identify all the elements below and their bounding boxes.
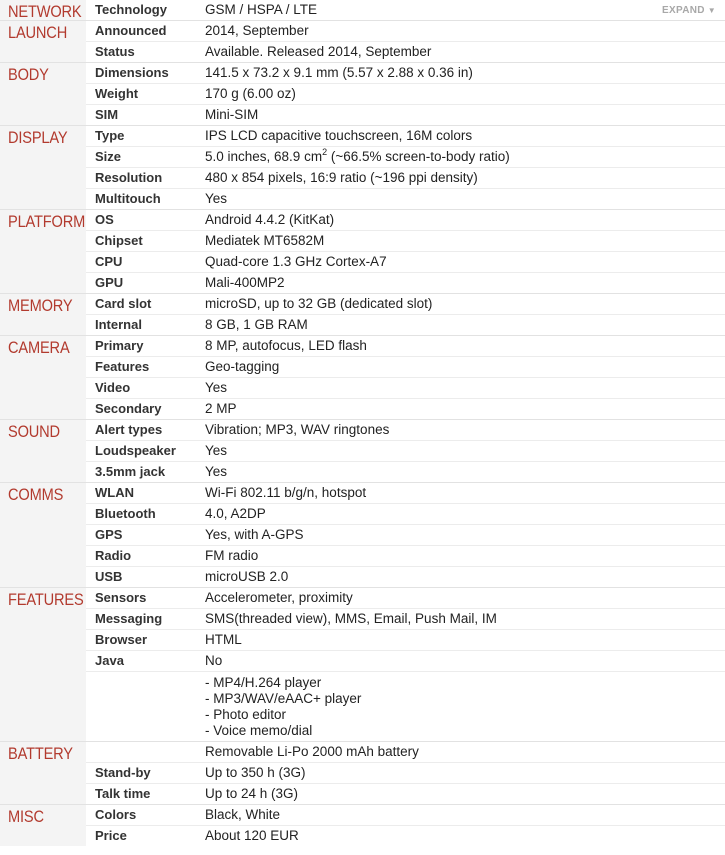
spec-value-line: - MP4/H.264 player	[205, 675, 322, 690]
spec-row-primary	[86, 336, 725, 356]
spec-row-video	[86, 377, 725, 398]
spec-label: GPS	[95, 527, 123, 542]
spec-row-messaging	[86, 608, 725, 629]
spec-label: Status	[95, 44, 135, 59]
spec-value: Mediatek MT6582M	[205, 233, 325, 248]
chevron-down-icon: ▼	[707, 6, 716, 15]
spec-row-bluetooth	[86, 503, 725, 524]
spec-label: Price	[95, 828, 127, 843]
spec-value: FM radio	[205, 548, 259, 563]
spec-label: Colors	[95, 807, 137, 822]
section-title	[0, 588, 86, 741]
spec-label: Dimensions	[95, 65, 169, 80]
expand-label: EXPAND	[662, 5, 705, 16]
spec-label: Announced	[95, 23, 167, 38]
section-title	[0, 63, 86, 125]
spec-value: 8 MP, autofocus, LED flash	[205, 338, 367, 353]
spec-label: OS	[95, 212, 114, 227]
spec-value: No	[205, 653, 223, 668]
spec-row-usb	[86, 566, 725, 587]
spec-value: Black, White	[205, 807, 281, 822]
spec-label: Weight	[95, 86, 139, 101]
spec-row-stand-by	[86, 762, 725, 783]
section-title	[0, 294, 86, 335]
spec-row-3-5mm-jack	[86, 461, 725, 482]
spec-label: Radio	[95, 548, 132, 563]
spec-value-text: (~66.5% screen-to-body ratio)	[327, 149, 510, 164]
spec-section-features	[0, 587, 725, 741]
spec-value: Yes	[205, 464, 228, 479]
spec-label: Java	[95, 653, 124, 668]
spec-value	[205, 675, 725, 739]
spec-label: Secondary	[95, 401, 162, 416]
spec-row-price	[86, 825, 725, 846]
spec-value: Vibration; MP3, WAV ringtones	[205, 422, 390, 437]
section-title-text: MEMORY	[8, 296, 73, 315]
spec-value-superscript: 2	[322, 146, 328, 157]
spec-label: Size	[95, 149, 122, 164]
spec-value: microUSB 2.0	[205, 569, 289, 584]
spec-row-java	[86, 650, 725, 671]
spec-value: HTML	[205, 632, 242, 647]
spec-label: Bluetooth	[95, 506, 156, 521]
spec-label: Card slot	[95, 296, 152, 311]
spec-section-platform	[0, 209, 725, 293]
spec-value: Yes	[205, 380, 228, 395]
spec-value: Yes	[205, 443, 228, 458]
section-title	[0, 805, 86, 846]
spec-label: USB	[95, 569, 123, 584]
spec-label: Browser	[95, 632, 148, 647]
spec-label: Multitouch	[95, 191, 161, 206]
spec-row-sim	[86, 104, 725, 125]
spec-value: 141.5 x 73.2 x 9.1 mm (5.57 x 2.88 x 0.36 in)	[205, 65, 473, 80]
spec-label: Video	[95, 380, 131, 395]
spec-row-secondary	[86, 398, 725, 419]
spec-row-loudspeaker	[86, 440, 725, 461]
spec-value: Removable Li-Po 2000 mAh battery	[205, 744, 419, 759]
spec-value: Android 4.4.2 (KitKat)	[205, 212, 335, 227]
spec-label: Technology	[95, 2, 167, 17]
spec-row-status	[86, 41, 725, 62]
section-title-text: BODY	[8, 65, 49, 84]
spec-section-camera	[0, 335, 725, 419]
spec-section-launch	[0, 20, 725, 62]
spec-row-card-slot	[86, 294, 725, 314]
spec-label: Primary	[95, 338, 144, 353]
spec-value: Up to 350 h (3G)	[205, 765, 306, 780]
spec-section-sound	[0, 419, 725, 482]
section-title-text: CAMERA	[8, 338, 70, 357]
spec-row-weight	[86, 83, 725, 104]
spec-label: Resolution	[95, 170, 163, 185]
spec-row-radio	[86, 545, 725, 566]
section-title	[0, 21, 86, 62]
section-title-text: LAUNCH	[8, 23, 68, 42]
spec-row-browser	[86, 629, 725, 650]
spec-value: 2014, September	[205, 23, 309, 38]
spec-value: 4.0, A2DP	[205, 506, 266, 521]
spec-value: Available. Released 2014, September	[205, 44, 432, 59]
section-title-text: DISPLAY	[8, 128, 68, 147]
spec-value: Up to 24 h (3G)	[205, 786, 299, 801]
spec-label: Loudspeaker	[95, 443, 176, 458]
spec-value-line: - Photo editor	[205, 707, 287, 722]
spec-value: Wi-Fi 802.11 b/g/n, hotspot	[205, 485, 367, 500]
spec-section-comms	[0, 482, 725, 587]
spec-row-talk-time	[86, 783, 725, 804]
section-title	[0, 742, 86, 804]
spec-row-features-extra	[86, 671, 725, 741]
spec-label: Talk time	[95, 786, 151, 801]
spec-row-dimensions	[86, 63, 725, 83]
spec-label: Alert types	[95, 422, 163, 437]
spec-row-type	[86, 126, 725, 146]
spec-value: About 120 EUR	[205, 828, 299, 843]
spec-row-battery-extra	[86, 742, 725, 762]
spec-value: 8 GB, 1 GB RAM	[205, 317, 308, 332]
section-title-text: FEATURES	[8, 590, 84, 609]
section-title-text: BATTERY	[8, 744, 73, 763]
spec-value: IPS LCD capacitive touchscreen, 16M colors	[205, 128, 473, 143]
section-title	[0, 126, 86, 209]
spec-row-wlan	[86, 483, 725, 503]
spec-row-internal	[86, 314, 725, 335]
spec-label: Stand-by	[95, 765, 151, 780]
spec-value-line: - MP3/WAV/eAAC+ player	[205, 691, 362, 706]
spec-label: Sensors	[95, 590, 147, 605]
spec-label: GPU	[95, 275, 124, 290]
spec-row-sensors	[86, 588, 725, 608]
spec-row-multitouch	[86, 188, 725, 209]
spec-label: Chipset	[95, 233, 143, 248]
spec-value: Quad-core 1.3 GHz Cortex-A7	[205, 254, 387, 269]
spec-section-body	[0, 62, 725, 125]
spec-row-size	[86, 146, 725, 167]
spec-value: 170 g (6.00 oz)	[205, 86, 296, 101]
spec-label: CPU	[95, 254, 123, 269]
spec-label: Messaging	[95, 611, 163, 626]
spec-value	[205, 147, 725, 167]
spec-row-technology	[86, 0, 725, 20]
section-title-text: COMMS	[8, 485, 64, 504]
spec-row-cpu	[86, 251, 725, 272]
spec-label: 3.5mm jack	[95, 464, 166, 479]
spec-row-alert-types	[86, 420, 725, 440]
spec-label: Features	[95, 359, 150, 374]
spec-section-misc	[0, 804, 725, 846]
spec-value: Geo-tagging	[205, 359, 280, 374]
spec-section-memory	[0, 293, 725, 335]
spec-label: Internal	[95, 317, 142, 332]
spec-label: Type	[95, 128, 125, 143]
spec-row-chipset	[86, 230, 725, 251]
spec-row-gps	[86, 524, 725, 545]
spec-value: Mini-SIM	[205, 107, 259, 122]
spec-value-line: - Voice memo/dial	[205, 723, 313, 738]
spec-value: microSD, up to 32 GB (dedicated slot)	[205, 296, 433, 311]
spec-value: 2 MP	[205, 401, 237, 416]
spec-row-resolution	[86, 167, 725, 188]
spec-value: SMS(threaded view), MMS, Email, Push Mail, IM	[205, 611, 497, 626]
spec-row-gpu	[86, 272, 725, 293]
spec-row-features	[86, 356, 725, 377]
spec-row-colors	[86, 805, 725, 825]
section-title-text: NETWORK	[8, 2, 82, 21]
section-title	[0, 420, 86, 482]
section-title-text: MISC	[8, 807, 44, 826]
spec-value: Yes	[205, 191, 228, 206]
spec-section-network	[0, 0, 725, 20]
spec-value: Yes, with A-GPS	[205, 527, 304, 542]
spec-value: 480 x 854 pixels, 16:9 ratio (~196 ppi density)	[205, 170, 478, 185]
section-title	[0, 210, 86, 293]
spec-label: SIM	[95, 107, 119, 122]
spec-section-display	[0, 125, 725, 209]
spec-label: WLAN	[95, 485, 134, 500]
spec-value-text: 5.0 inches, 68.9 cm	[205, 149, 323, 164]
spec-row-announced	[86, 21, 725, 41]
section-title	[0, 0, 86, 20]
spec-section-battery	[0, 741, 725, 804]
section-title-text: PLATFORM	[8, 212, 86, 231]
section-title	[0, 336, 86, 419]
spec-value: Mali-400MP2	[205, 275, 285, 290]
section-title	[0, 483, 86, 587]
spec-row-os	[86, 210, 725, 230]
section-title-text: SOUND	[8, 422, 60, 441]
spec-value: Accelerometer, proximity	[205, 590, 353, 605]
spec-value: GSM / HSPA / LTE	[205, 2, 318, 17]
